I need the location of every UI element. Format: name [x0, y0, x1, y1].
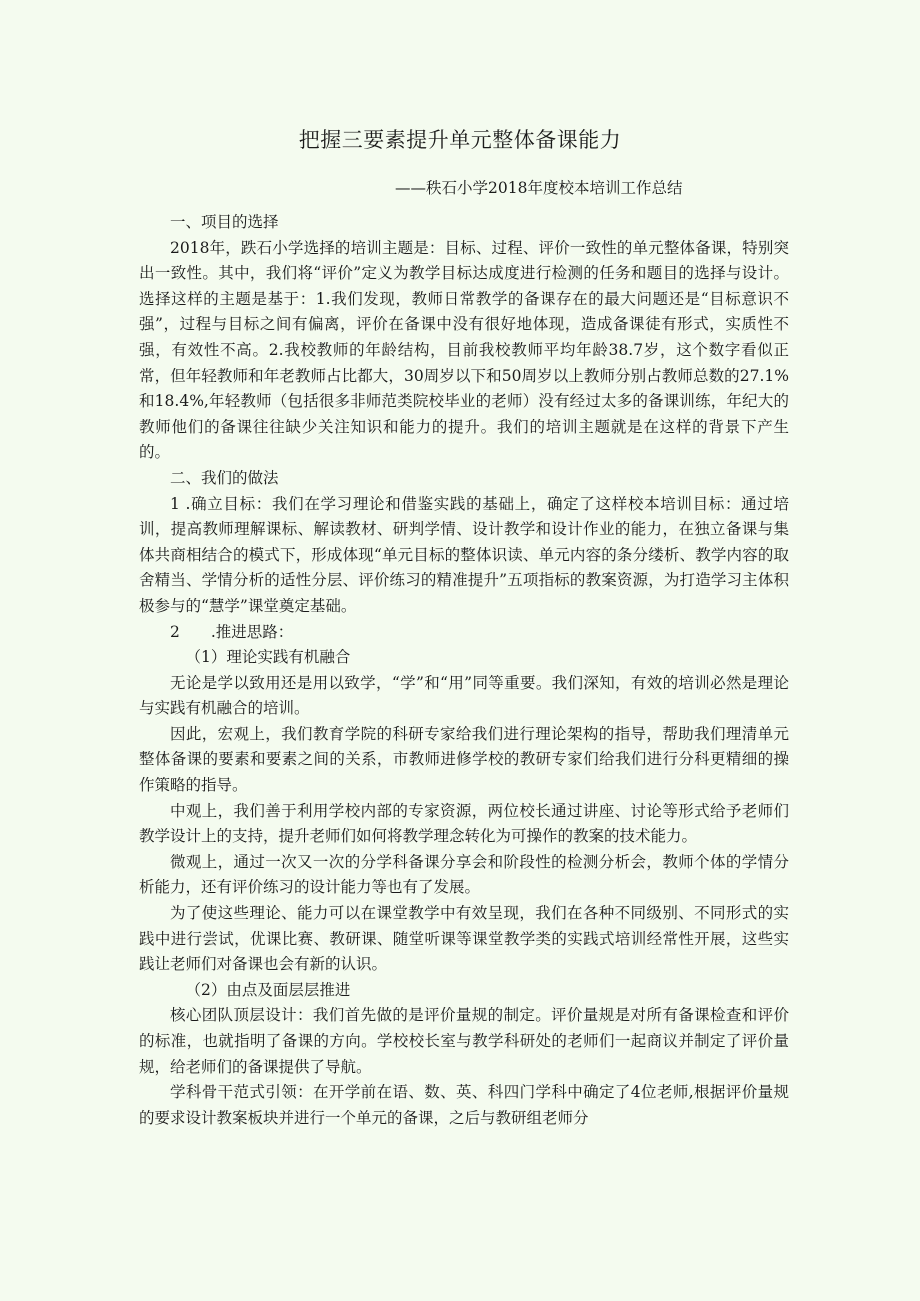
document-title: 把握三要素提升单元整体备课能力 — [298, 128, 622, 152]
paragraph: 二、我们的做法 — [170, 468, 279, 487]
paragraph: 中观上，我们善于利用学校内部的专家资源，两位校长通过讲座、讨论等形式给予老师们教学设计上的支持，提升老师们如何将教学理念转化为可操作的教案的技术能力。 — [139, 801, 789, 846]
document-subtitle: ——秩石小学2018年度校本培训工作总结 — [395, 179, 683, 197]
paragraph: 无论是学以致用还是用以致学，“学”和“用”同等重要。我们深知，有效的培训必然是理论与实践有机融合的培训。 — [139, 673, 789, 718]
paragraph: 学科骨干范式引领：在开学前在语、数、英、科四门学科中确定了4位老师,根据评价量规的要求设计教案板块并进行一个单元的备课，之后与教研组老师分 — [139, 1083, 789, 1127]
paragraph: 1 .确立目标：我们在学习理论和借鉴实践的基础上，确定了这样校本培训目标：通过培训，提高教师理解课标、解读教材、研判学情、设计教学和设计作业的能力，在独立备课与集体共商相结合的模式下，形成体现“单元目标的整体识读、单元内容的条分缕析、教学内容的取舍精当、学情分析的适性分层、评价练习的精准提升”五项指标的教案资源，为打造学习主体积极参与的“慧学”课堂奠定基础。 — [139, 494, 789, 615]
paragraph: 核心团队顶层设计：我们首先做的是评价量规的制定。评价量规是对所有备课检查和评价的标准，也就指明了备课的方向。学校校长室与教学科研处的老师们一起商议并制定了评价量规，给老师们的备课提供了导航。 — [139, 1006, 789, 1076]
paragraph: 2 .推进思路： — [170, 622, 294, 641]
paragraph: 2018年，跌石小学选择的培训主题是：目标、过程、评价一致性的单元整体备课，特别突出一致性。其中，我们将“评价”定义为教学目标达成度进行检测的任务和题目的选择与设计。选择这样的主题是基于：1.我们发现，教师日常教学的备课存在的最大问题还是“目标意识不强”，过程与目标之间有偏离，评价在备课中没有很好地体现，造成备课徒有形式，实质性不强，有效性不高。2.我校教师的年龄结构，目前我校教师平均年龄38.7岁，这个数字看似正常，但年轻教师和年老教师占比都大，30周岁以下和50周岁以上教师分别占教师总数的27.1%和18.4%,年轻教师（包括很多非师范类院校毕业的老师）没有经过太多的备课训练，年纪大的教师他们的备课往往缺少关注知识和能力的提升。我们的培训主题就是在这样的背景下产生的。 — [139, 238, 789, 462]
paragraph: 微观上，通过一次又一次的分学科备课分享会和阶段性的检测分析会，教师个体的学情分析能力，还有评价练习的设计能力等也有了发展。 — [139, 852, 789, 897]
document-body — [139, 210, 789, 1131]
paragraph: 因此，宏观上，我们教育学院的科研专家给我们进行理论架构的指导，帮助我们理清单元整体备课的要素和要素之间的关系，市教师进修学校的教研专家们给我们进行分科更精细的操作策略的指导。 — [139, 724, 789, 795]
paragraph: 为了使这些理论、能力可以在课堂教学中有效呈现，我们在各种不同级别、不同形式的实践中进行尝试，优课比赛、教研课、随堂听课等课堂教学类的实践式培训经常性开展，这些实践让老师们对备课也会有新的认识。 — [139, 904, 789, 974]
paragraph: （1）理论实践有机融合 — [185, 648, 351, 667]
paragraph: 一、项目的选择 — [170, 213, 279, 231]
paragraph: （2）由点及面层层推进 — [185, 980, 351, 999]
